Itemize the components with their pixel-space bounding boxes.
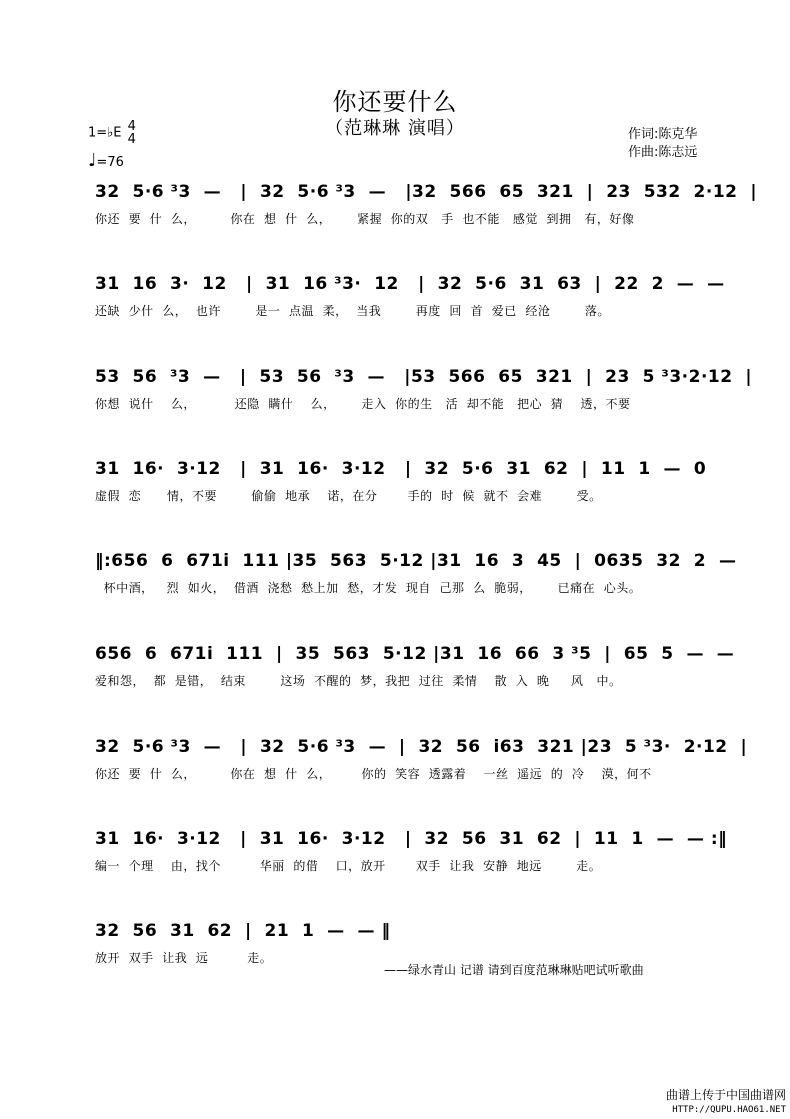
song-subtitle: （范琳琳 演唱） — [325, 118, 465, 139]
score-system-4 — [0, 459, 790, 539]
score-system-6 — [0, 644, 790, 724]
tempo-value: =76 — [96, 155, 124, 170]
score-system-3 — [0, 367, 790, 447]
quarter-note-icon: ♩ — [88, 150, 97, 171]
notes-line: 31 16 3· 12 | 31 16 ³3· 12 | 32 5·6 31 63 | 22 2 — — — [95, 274, 725, 294]
lyrics-line: 还缺 少什 么， 也许 是一 点温 柔， 当我 再度 回 首 爱已 经沧 落。 — [95, 304, 610, 318]
score-system-5 — [0, 551, 790, 631]
notes-line: 32 5·6 ³3 — | 32 5·6 ³3 — | 32 56 i63 321 |23 5 ³3· 2·12 | — [95, 737, 748, 757]
notes-line: 31 16· 3·12 | 31 16· 3·12 | 32 56 31 62 | 11 1 — — :‖ — [95, 829, 728, 849]
notes-line: 656 6 671i 111 | 35 563 5·12 |31 16 66 3 ³5 | 65 5 — — — [95, 644, 735, 664]
lyrics-line: 虚假 恋 情，不要 偷偷 地承 诺，在分 手的 时 候 就不 会难 受。 — [95, 489, 602, 503]
notes-line: 32 56 31 62 | 21 1 — — ‖ — [95, 921, 391, 941]
song-title: 你还要什么 — [332, 88, 458, 116]
notes-line: 53 56 ³3 — | 53 56 ³3 — |53 566 65 321 | 23 5 ³3·2·12 | — [95, 367, 753, 387]
lyrics-line: 你还 要 什 么， 你在 想 什 么， 紧握 你的双 手 也不能 感觉 到拥 有，好像 — [95, 212, 635, 226]
score-system-1 — [0, 182, 790, 262]
lyrics-line: 你想 说什 么， 还隐 瞒什 么， 走入 你的生 活 却不能 把心 猜 透，不要 — [95, 397, 631, 411]
key-signature — [88, 120, 136, 146]
time-top: 4 — [127, 119, 136, 134]
score-system-7 — [0, 737, 790, 817]
notes-line: ‖:656 6 671i 111 |35 563 5·12 |31 16 3 45 | 0635 32 2 — — [95, 551, 737, 571]
notes-line: 31 16· 3·12 | 31 16· 3·12 | 32 5·6 31 62 | 11 1 — 0 — [95, 459, 707, 479]
time-bottom: 4 — [127, 132, 136, 147]
credits — [628, 126, 697, 162]
lyrics-line: 爱和怨， 都 是错， 结束 这场 不醒的 梦，我把 过往 柔情 散 入 晚 风 中。 — [95, 674, 622, 688]
score-system-2 — [0, 274, 790, 354]
lyrics-line: 放开 双手 让我 远 走。 — [95, 951, 273, 965]
site-watermark: 曲谱上传于中国曲谱网 — [665, 1088, 786, 1102]
lyrics-line: 编一 个理 由，找个 华丽 的借 口，放开 双手 让我 安静 地远 走。 — [95, 859, 602, 873]
time-signature — [128, 120, 136, 146]
transcriber-note: ——绿水青山 记谱 请到百度范琳琳贴吧试听歌曲 — [384, 963, 644, 977]
key-label: 1=♭E — [88, 125, 122, 141]
lyricist: 作词:陈克华 — [628, 127, 698, 142]
lyrics-line: 杯中酒， 烈 如火， 借酒 浇愁 愁上加 愁，才发 现自 己那 么 脆弱， 已痛在 心头。 — [95, 581, 642, 595]
notes-line: 32 5·6 ³3 — | 32 5·6 ³3 — |32 566 65 321 | 23 532 2·12 | — [95, 182, 758, 202]
site-url: HTTP://QUPU.HAO61.NET — [672, 1105, 786, 1115]
composer: 作曲:陈志远 — [628, 145, 698, 160]
lyrics-line: 你还 要 什 么， 你在 想 什 么， 你的 笑容 透露着 一丝 遥远 的 冷 漠，何不 — [95, 767, 652, 781]
tempo-marking — [88, 150, 124, 171]
score-system-8 — [0, 829, 790, 909]
